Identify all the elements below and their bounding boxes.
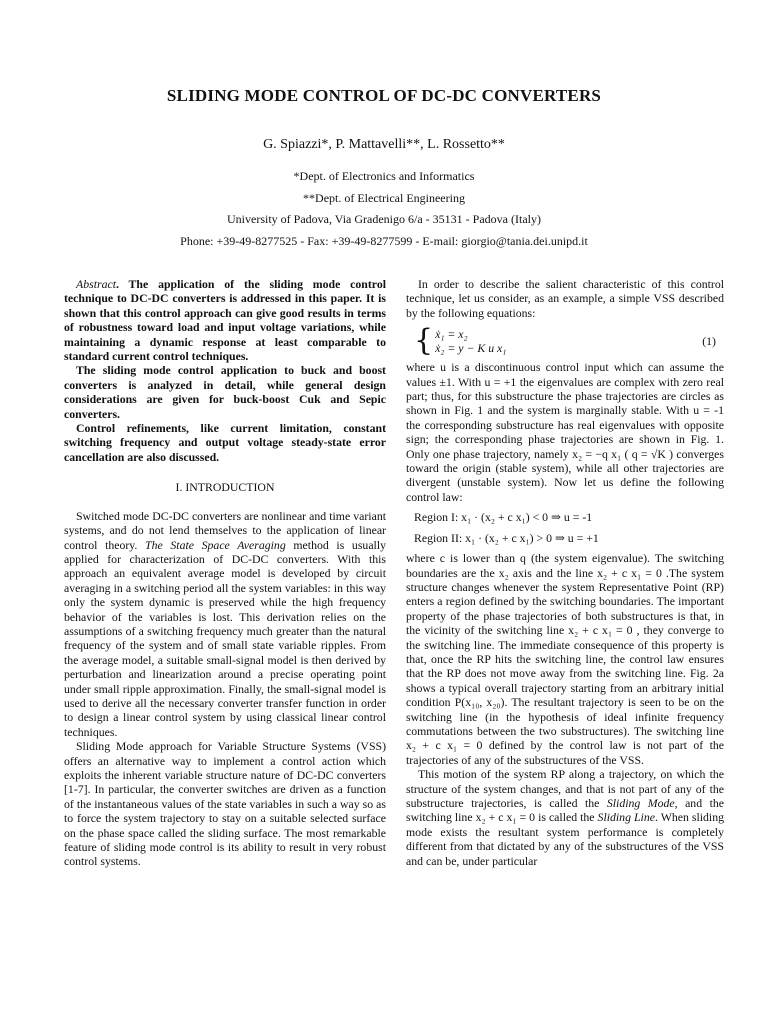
brace-symbol: { (414, 323, 434, 359)
control-law-region-2: Region II: x₁ · (x₂ + c x₁) > 0 ⇒ u = +1 (414, 530, 599, 545)
intro-text-1b: method is usually applied for characterization of DC-DC converters. With this approach an equivalent average model is developed by circuit averaging in a switching period all the system variables: in this way only the system dynamic is preserved while the high frequency behavior of the variables is lost. This derivation relies on the assumptions of a switching frequency much greater than the natural frequency of the system and of small state variable ripples. From the average model, a suitable small-signal model is then derived by perturbation and linearization around a precise operating point under small ripple approximation. Finally, the small-signal model is used to derive all the necessary converter transfer function in order to design a linear control system by using classical linear control techniques. (64, 537, 387, 739)
authors: G. Spiazzi*, P. Mattavelli**, L. Rossetto** (263, 137, 505, 152)
right-paragraph-1: In order to describe the salient characteristic of this control technique, let us consider, as an example, a simple VSS described by the following equations: (406, 277, 724, 320)
left-column (64, 277, 386, 869)
paper-title: SLIDING MODE CONTROL OF DC-DC CONVERTERS (166, 86, 602, 105)
abstract-paragraph-1 (64, 277, 386, 363)
right-paragraph-2: where u is a discontinuous control input which can assume the values ±1. With u = +1 the eigenvalues are complex with zero real part; thus, for this substructure the phase trajectories are circles as shown in Fig. 1 and the system is marginally stable. With u = -1 the corresponding substructure has real eigenvalues with opposite sign; the corresponding phase trajectories are shown in Fig. 1. Only one phase trajectory, namely x₂ = −q x₁ ( q = √K ) converges toward the origin (stable system), while all other trajectories are divergent (unstable system). Now let us define the following control law: (406, 360, 724, 504)
affiliation-2: **Dept. of Electrical Engineering (303, 191, 465, 205)
right-text-4a: This motion of the system RP along a trajectory, on which the structure of the system changes, and that is not part of any of the substructure trajectories, is called the (406, 767, 724, 810)
sliding-mode-term: Sliding Mode (606, 796, 675, 810)
abstract-text-1: . The application of the sliding mode control technique to DC-DC converters is addressed in this paper. It is shown that this control approach can give good results in terms of robustness toward load and input voltage variations, while maintaining a dynamic response at least comparable to standard current control techniques. (64, 277, 386, 364)
intro-paragraph-2: Sliding Mode approach for Variable Structure Systems (VSS) offers an alternative way to implement a control action which exploits the inherent variable structure nature of DC-DC converters [1-7]. In particular, the converter switches are driven as a function of the instantaneous values of the state variables in such a way so as to force the system trajectory to stay on a suitable selected surface on the phase space called the sliding surface. The most remarkable feature of sliding mode control is its ability to result in very robust control systems. (64, 739, 386, 869)
equation-line-1: ẋ₁ = x₂ (435, 327, 468, 342)
affiliation-1: *Dept. of Electronics and Informatics (293, 169, 475, 183)
right-text-4b: , and the switching line x₂ + c x₁ = 0 is called the (406, 796, 724, 825)
contact-info: Phone: +39-49-8277525 - Fax: +39-49-8277599 - E-mail: giorgio@tania.dei.unipd.it (180, 234, 588, 248)
right-column (406, 277, 724, 868)
right-paragraph-3: where c is lower than q (the system eigenvalue). The switching boundaries are the x₂ axis and the line x₂ + c x₁ = 0 .The system structure changes whenever the system Representative Point (RP) enters a region defined by the switching boundaries. The important property of the phase trajectories of both substructures is that, in the vicinity of the switching line x₂ + c x₁ = 0 , they converge to the switching line. The immediate consequence of this property is that, once the RP hits the switching line, the control law ensures that the RP does not move away from the switching line. Fig. 2a shows a typical overall trajectory starting from an arbitrary initial condition P(x₁₀, x₂₀). The resultant trajectory is seen to be on the switching line (in the hypothesis of ideal infinite frequency commutations between the two substructures). The switching line x₂ + c x₁ = 0 defined by the control law is not part of the trajectories of any of the substructures of the VSS. (406, 551, 724, 767)
equation-number: (1) (702, 334, 716, 349)
abstract-label: Abstract (76, 277, 116, 291)
control-law-region-1: Region I: x₁ · (x₂ + c x₁) < 0 ⇒ u = -1 (414, 510, 593, 525)
intro-emphasis: The State Space Averaging (145, 537, 286, 552)
section-heading-introduction: I. INTRODUCTION (175, 480, 275, 495)
abstract-paragraph-2: The sliding mode control application to buck and boost converters is analyzed in detail, while general design considerations are given for buck-boost Cuk and Sepic converters. (64, 363, 386, 421)
intro-paragraph-1 (64, 509, 386, 740)
sliding-line-term: Sliding Line (597, 810, 655, 825)
right-paragraph-4 (406, 767, 724, 868)
intro-text-1a: Switched mode DC-DC converters are nonlinear and time variant systems, and do not lend themselves to the application of linear control theory. (64, 508, 386, 552)
right-text-4c: . When sliding mode exists the resultant system performance is completely different from that dictated by any of the substructures of the VSS and can be, under particular (406, 810, 724, 868)
equation-line-2: ẋ₂ = y − K u x₁ (435, 341, 507, 356)
affiliation-3: University of Padova, Via Gradenigo 6/a - 35131 - Padova (Italy) (227, 212, 541, 226)
equation-lines (435, 327, 506, 355)
abstract-paragraph-3: Control refinements, like current limitation, constant switching frequency and output voltage steady-state error cancellation are also discussed. (64, 421, 386, 464)
equation-1 (414, 323, 724, 359)
